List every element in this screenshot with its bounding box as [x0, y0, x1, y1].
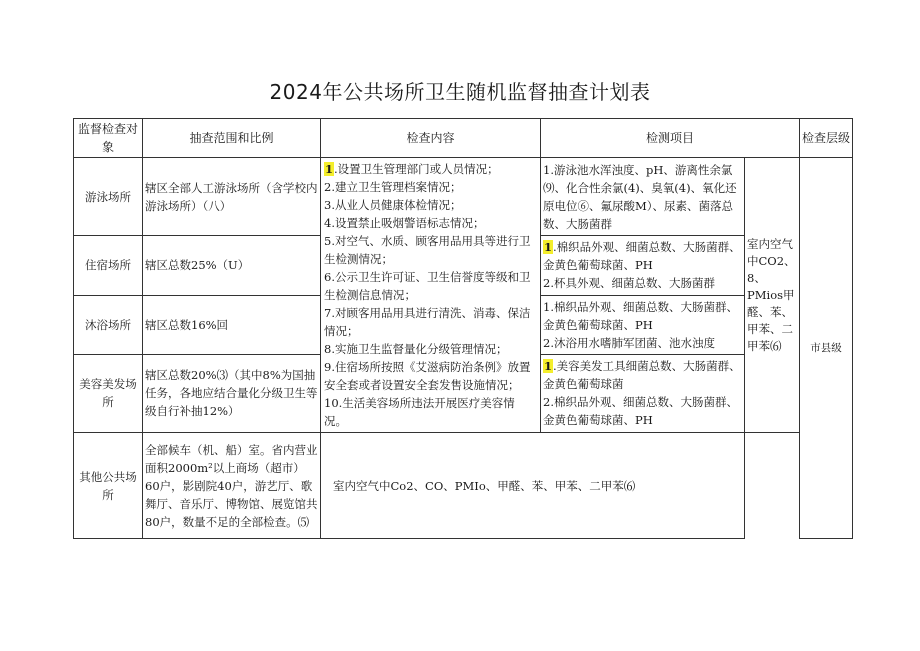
test-item	[543, 238, 742, 274]
content-item: 2.建立卫生管理档案情况；	[324, 180, 462, 194]
content-item: 3.从业人员健康体检情况；	[324, 198, 462, 212]
header-items: 检测项目	[541, 119, 800, 158]
table-row	[74, 433, 853, 539]
header-level: 检查层级	[800, 119, 853, 158]
scope-cell: 辖区总数20%⑶（其中8%为国抽任务，各地应结合量化分级卫生等级自行补抽12%）	[143, 354, 321, 432]
level-cell: 市县级	[800, 158, 853, 539]
air-quality-cell: 室内空气中CO2、8、PMios甲醛、苯、甲苯、二甲苯⑹	[745, 158, 800, 433]
header-object: 监督检查对象	[74, 119, 143, 158]
content-cell	[321, 158, 541, 433]
content-item: 6.公示卫生许可证、卫生信誉度等级和卫生检测信息情况；	[324, 270, 531, 302]
table-header-row	[74, 119, 853, 158]
items-cell	[541, 158, 745, 236]
test-item: 1.游泳池水浑浊度、pH、游离性余氯⑼、化合性余氯(4)、臭氧(4)、氧化还原电位⑥、氟尿酸M）、尿素、菌落总数、大肠菌群	[543, 162, 737, 231]
test-item: 室内空气中Co2、CO、PMIo、甲醛、苯、甲苯、二甲苯⑹	[333, 478, 636, 493]
content-item: 10.生活美容场所违法开展医疗美容情况。	[324, 396, 515, 428]
header-content: 检查内容	[321, 119, 541, 158]
content-item: 5.对空气、水质、顾客用品用具等进行卫生检测情况；	[324, 234, 531, 266]
content-item: 9.住宿场所按照《艾滋病防治条例》放置安全套或者设置安全套发售设施情况；	[324, 360, 531, 392]
test-item-text: .棉织品外观、细菌总数、大肠菌群、金黄色葡萄球菌、PH	[543, 240, 741, 273]
highlight-mark: 1	[544, 359, 553, 374]
items-cell	[541, 354, 745, 432]
highlight-mark: 1	[325, 162, 334, 176]
highlight-mark: 1	[544, 240, 553, 255]
scope-cell: 全部候车（机、船）室。省内营业面积2000m²以上商场（超市）60户，影剧院40户，游艺厅、歌舞厅、音乐厅、博物馆、展览馆共80户，数量不足的全部检查。⑸	[143, 433, 321, 539]
content-item: 8.实施卫生监督量化分级管理情况；	[324, 342, 508, 356]
header-scope: 抽查范围和比例	[143, 119, 321, 158]
test-item: 2.沐浴用水嗜肺军团菌、池水浊度	[543, 335, 715, 350]
items-cell	[541, 295, 745, 354]
object-cell: 游泳场所	[74, 158, 143, 236]
test-item: 2.棉织品外观、细菌总数、大肠菌群、金黄色葡萄球菌、PH	[543, 395, 738, 428]
items-cell	[321, 433, 745, 539]
items-cell	[541, 236, 745, 295]
content-item: 7.对顾客用品用具进行清洗、消毒、保洁情况；	[324, 306, 531, 338]
scope-cell: 辖区总数16%回	[143, 295, 321, 354]
object-cell: 住宿场所	[74, 236, 143, 295]
test-item: 2.杯具外观、细菌总数、大肠菌群	[543, 276, 715, 291]
test-item: 1.棉织品外观、细菌总数、大肠菌群、金黄色葡萄球菌、PH	[543, 299, 738, 332]
content-item	[324, 160, 537, 178]
inspection-plan-table	[73, 118, 853, 539]
test-item-text: .美容美发工具细菌总数、大肠菌群、金黄色葡萄球菌	[543, 359, 741, 392]
content-item-text: .设置卫生管理部门或人员情况；	[334, 162, 499, 176]
page-title: 2024年公共场所卫生随机监督抽查计划表	[269, 80, 651, 104]
object-cell: 其他公共场所	[74, 433, 143, 539]
table-row	[74, 158, 853, 236]
scope-cell: 辖区总数25%（U）	[143, 236, 321, 295]
object-cell: 美容美发场所	[74, 354, 143, 432]
scope-cell: 辖区全部人工游泳场所（含学校内游泳场所）（八）	[143, 158, 321, 236]
test-item	[543, 357, 742, 393]
object-cell: 沐浴场所	[74, 295, 143, 354]
content-item: 4.设置禁止吸烟警语标志情况；	[324, 216, 485, 230]
